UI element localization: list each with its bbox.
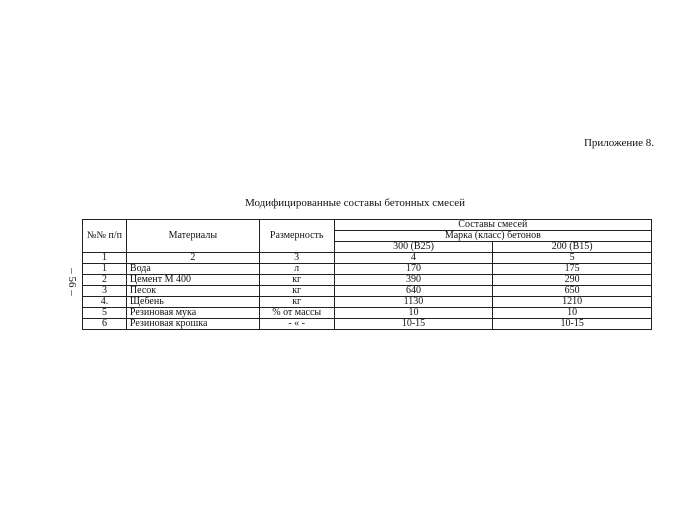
row-unit: кг (259, 275, 334, 286)
row-num: 2 (83, 275, 127, 286)
column-number: 3 (259, 253, 334, 264)
row-value-b25: 390 (334, 275, 493, 286)
row-value-b25: 10-15 (334, 319, 493, 330)
row-num: 3 (83, 286, 127, 297)
table-row (83, 264, 652, 275)
header-mixes: Составы смесей (334, 220, 651, 231)
row-num: 4. (83, 297, 127, 308)
row-value-b15: 175 (493, 264, 652, 275)
row-material: Щебень (126, 297, 259, 308)
column-number: 1 (83, 253, 127, 264)
table-title: Модифицированные составы бетонных смесей (244, 197, 466, 209)
row-value-b25: 640 (334, 286, 493, 297)
table-row (83, 286, 652, 297)
row-value-b15: 1210 (493, 297, 652, 308)
header-num: №№ п/п (83, 220, 127, 253)
page-number: – 56 – (66, 268, 78, 296)
column-numbers-row (83, 253, 652, 264)
header-grade: Марка (класс) бетонов (334, 231, 651, 242)
row-material: Резиновая крошка (126, 319, 259, 330)
row-num: 5 (83, 308, 127, 319)
appendix-label: Приложение 8. (583, 137, 654, 149)
row-material: Резиновая мука (126, 308, 259, 319)
row-material: Песок (126, 286, 259, 297)
header-unit: Размерность (259, 220, 334, 253)
row-value-b25: 10 (334, 308, 493, 319)
header-grade-b15: 200 (В15) (493, 242, 652, 253)
row-unit: % от массы (259, 308, 334, 319)
column-number: 2 (126, 253, 259, 264)
column-number: 5 (493, 253, 652, 264)
table-row (83, 275, 652, 286)
column-number: 4 (334, 253, 493, 264)
row-value-b25: 1130 (334, 297, 493, 308)
table-row (83, 308, 652, 319)
row-value-b15: 10 (493, 308, 652, 319)
row-value-b15: 10-15 (493, 319, 652, 330)
table-row (83, 319, 652, 330)
row-unit: л (259, 264, 334, 275)
concrete-mix-table (82, 219, 652, 330)
row-material: Цемент М 400 (126, 275, 259, 286)
header-materials: Материалы (126, 220, 259, 253)
row-value-b15: 290 (493, 275, 652, 286)
row-unit: кг (259, 286, 334, 297)
row-material: Вода (126, 264, 259, 275)
row-unit: кг (259, 297, 334, 308)
row-num: 6 (83, 319, 127, 330)
header-grade-b25: 300 (В25) (334, 242, 493, 253)
row-value-b15: 650 (493, 286, 652, 297)
row-value-b25: 170 (334, 264, 493, 275)
row-unit: - « - (259, 319, 334, 330)
table-row (83, 297, 652, 308)
row-num: 1 (83, 264, 127, 275)
